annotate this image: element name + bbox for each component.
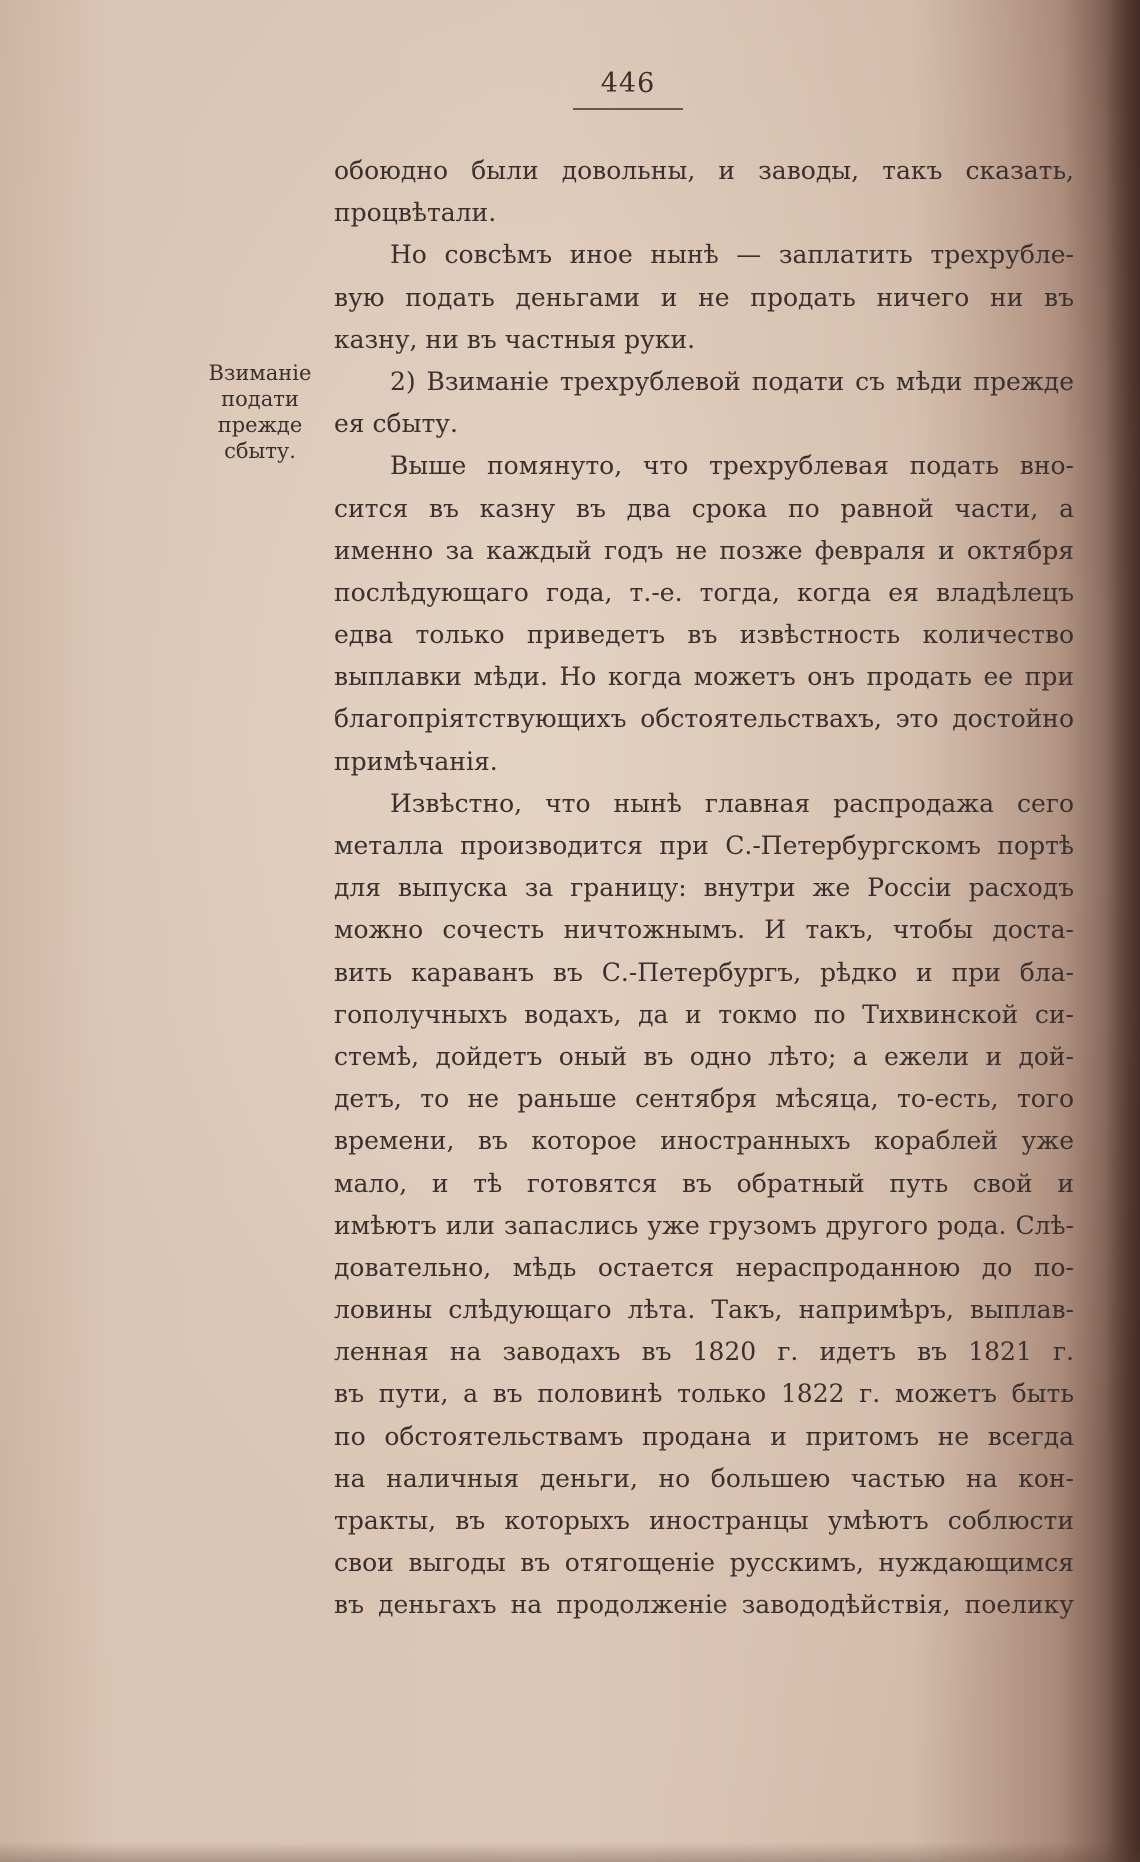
text-line: въ пути, а въ половинѣ только 1822 г. можетъ быть: [334, 1379, 1074, 1409]
margin-note: [196, 360, 324, 464]
text-line: обоюдно были довольны, и заводы, такъ сказать,: [334, 156, 1074, 185]
text-line: мало, и тѣ готовятся въ обратный путь свой и: [334, 1168, 1074, 1198]
text-line: металла производится при С.-Петербургскомъ портѣ: [334, 831, 1074, 860]
margin-note-line: сбыту.: [224, 439, 296, 463]
text-line: имѣютъ или запаслись уже грузомъ другого рода. Слѣ-: [334, 1210, 1074, 1240]
text-line: вую подать деньгами и не продать ничего ни въ: [334, 282, 1074, 312]
text-line: стемѣ, дойдетъ оный въ одно лѣто; а ежели и дой-: [334, 1041, 1074, 1071]
page-edge-shadow: [1106, 0, 1140, 1862]
text-line: благопріятствующихъ обстоятельствахъ, это достойно: [334, 704, 1074, 734]
text-line: свои выгоды въ отягощеніе русскимъ, нуждающимся: [334, 1548, 1074, 1578]
text-line: сится въ казну въ два срока по равной части, а: [334, 493, 1074, 523]
text-line: вить караванъ въ С.-Петербургъ, рѣдко и при бла-: [334, 957, 1074, 987]
text-line: примѣчанія.: [334, 746, 498, 776]
text-line: гополучныхъ водахъ, да и токмо по Тихвинской си-: [334, 999, 1074, 1029]
text-line: тракты, въ которыхъ иностранцы умѣютъ соблюсти: [334, 1506, 1074, 1535]
text-line: довательно, мѣдь остается нераспроданною до по-: [334, 1252, 1074, 1282]
page-bottom-shadow: [0, 1842, 1140, 1862]
text-line: детъ, то не раньше сентября мѣсяца, то-есть, того: [334, 1084, 1074, 1114]
text-line: въ деньгахъ на продолженіе завододѣйствія, поелику: [334, 1590, 1074, 1620]
text-line: казну, ни въ частныя руки.: [334, 324, 696, 354]
text-line: послѣдующаго года, т.-е. тогда, когда ея владѣлецъ: [334, 577, 1074, 607]
margin-note-line: прежде: [217, 413, 303, 437]
page-number: 446: [600, 68, 656, 99]
text-line: Но совсѣмъ иное нынѣ — заплатить трехрубле-: [390, 240, 1074, 270]
text-line: по обстоятельствамъ продана и притомъ не всегда: [334, 1421, 1074, 1451]
text-line: ея сбыту.: [334, 409, 458, 439]
text-line: ловины слѣдующаго лѣта. Такъ, напримѣръ, выплав-: [334, 1295, 1074, 1325]
text-line: именно за каждый годъ не позже февраля и октября: [334, 535, 1074, 565]
text-line: времени, въ которое иностранныхъ кораблей уже: [334, 1126, 1074, 1156]
page-number-rule: [573, 108, 683, 110]
margin-note-line: подати: [221, 387, 299, 411]
text-line: ленная на заводахъ въ 1820 г. идетъ въ 1821 г.: [334, 1337, 1074, 1367]
text-line: Извѣстно, что нынѣ главная распродажа сего: [390, 788, 1074, 818]
text-line: можно сочесть ничтожнымъ. И такъ, чтобы доста-: [334, 915, 1074, 945]
text-line: едва только приведетъ въ извѣстность количество: [334, 620, 1074, 650]
text-line: на наличныя деньги, но большею частью на кон-: [334, 1463, 1074, 1493]
margin-note-line: Взиманіе: [208, 361, 312, 385]
text-line: 2) Взиманіе трехрублевой подати съ мѣди прежде: [390, 366, 1074, 396]
text-line: для выпуска за границу: внутри же Россіи расходъ: [334, 873, 1074, 903]
text-line: выплавки мѣди. Но когда можетъ онъ продать ее при: [334, 662, 1074, 692]
text-line: процвѣтали.: [334, 198, 497, 228]
text-line: Выше помянуто, что трехрублевая подать вно-: [390, 451, 1074, 481]
body-text: [334, 150, 1074, 1627]
